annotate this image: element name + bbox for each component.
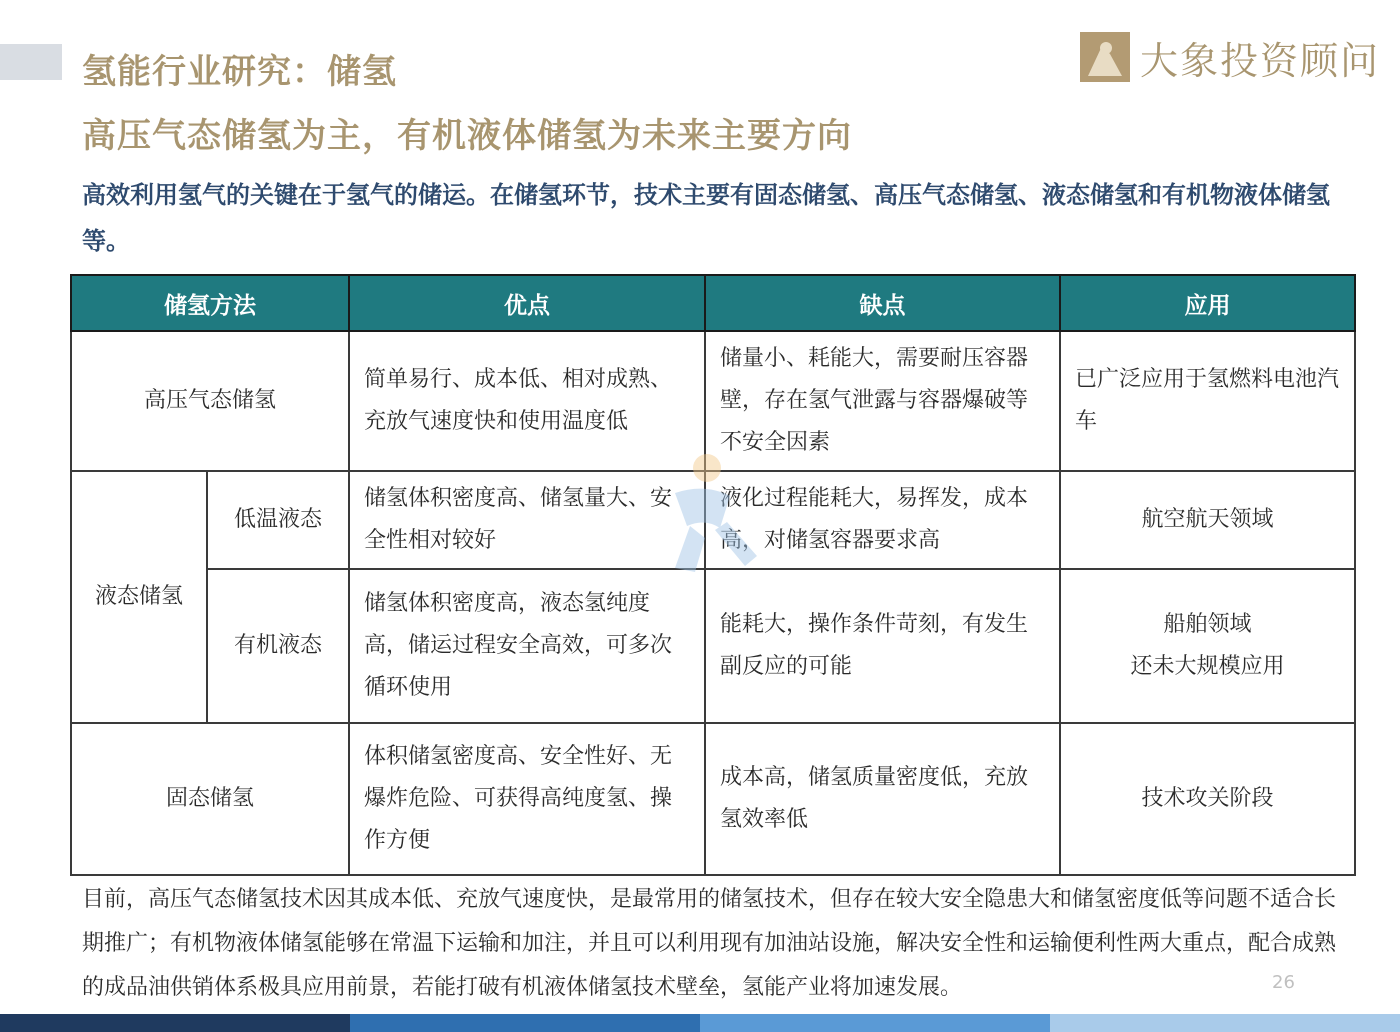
application-line: 还未大规模应用 [1130,654,1285,679]
method-group-cell: 液态储氢 [71,471,207,723]
application-cell: 航空航天领域 [1060,471,1355,569]
logo-text: 大象投资顾问 [1140,38,1381,83]
method-cell: 高压气态储氢 [71,331,349,471]
header-pros: 优点 [349,275,705,331]
cons-cell: 成本高，储氢质量密度低，充放氢效率低 [705,723,1060,875]
method-cell: 固态储氢 [71,723,349,875]
page-subtitle: 高压气态储氢为主，有机液体储氢为未来主要方向 [82,116,852,156]
cons-cell: 能耗大，操作条件苛刻，有发生副反应的可能 [705,569,1060,723]
header-cons: 缺点 [705,275,1060,331]
runner-watermark-icon [635,448,775,598]
method-cell: 有机液态 [207,569,349,723]
pros-cell: 储氢体积密度高、储氢量大、安全性相对较好 [349,471,705,569]
intro-paragraph: 高效利用氢气的关键在于氢气的储运。在储氢环节，技术主要有固态储氢、高压气态储氢、液态储氢和有机物液体储氢等。 [82,181,1330,255]
header-application: 应用 [1060,275,1355,331]
table-header-row [71,275,1355,331]
strip-segment [350,1014,700,1032]
cons-cell: 液化过程能耗大，易挥发，成本高，对储氢容器要求高 [705,471,1060,569]
elephant-logo-icon [1080,32,1130,82]
page-number: 26 [1272,972,1295,993]
bottom-color-strip [0,1014,1400,1032]
pros-cell: 体积储氢密度高、安全性好、无爆炸危险、可获得高纯度氢、操作方便 [349,723,705,875]
strip-segment [1050,1014,1400,1032]
method-cell: 低温液态 [207,471,349,569]
header-accent-block [0,44,62,80]
application-cell [1060,569,1355,723]
pros-cell: 储氢体积密度高，液态氢纯度高，储运过程安全高效，可多次循环使用 [349,569,705,723]
page-title: 氢能行业研究：储氢 [82,52,397,92]
strip-segment [700,1014,1050,1032]
cons-cell: 储量小、耗能大，需要耐压容器壁，存在氢气泄露与容器爆破等不安全因素 [705,331,1060,471]
application-cell: 技术攻关阶段 [1060,723,1355,875]
application-line: 船舶领域 [1163,612,1252,637]
table-row [71,723,1355,875]
application-cell: 已广泛应用于氢燃料电池汽车 [1060,331,1355,471]
pros-cell: 简单易行、成本低、相对成熟、充放气速度快和使用温度低 [349,331,705,471]
company-logo [1080,28,1380,86]
conclusion-paragraph: 目前，高压气态储氢技术因其成本低、充放气速度快，是最常用的储氢技术，但存在较大安全隐患大和储氢密度低等问题不适合长期推广；有机物液体储氢能够在常温下运输和加注，并且可以利用现有加油站设施，解决安全性和运输便利性两大重点，配合成熟的成品油供销体系极具应用前景，若能打破有机液体储氢技术壁垒，氢能产业将加速发展。 [82,887,1337,1000]
header-method: 储氢方法 [71,275,349,331]
strip-segment [0,1014,350,1032]
